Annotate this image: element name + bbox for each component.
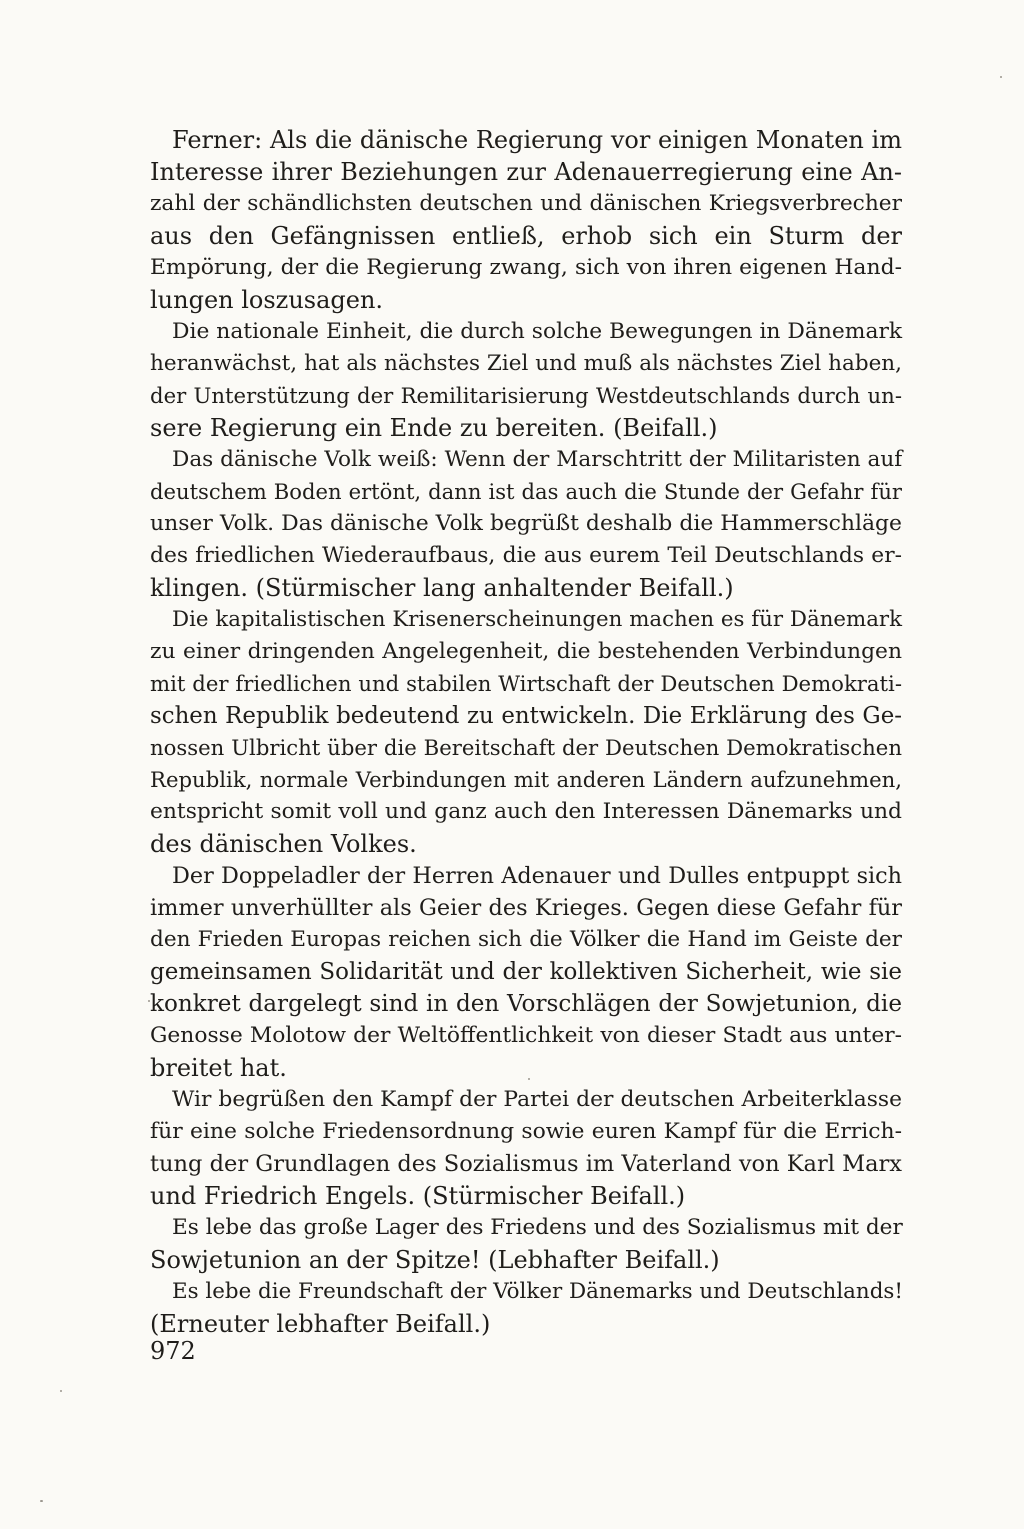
text-line: deutschem Boden ertönt, dann ist das auch die Stunde der Gefahr für <box>150 479 902 504</box>
text-line: Es lebe das große Lager des Friedens und des Sozialismus mit der <box>172 1215 903 1240</box>
scan-speck <box>40 1500 43 1502</box>
text-line: Der Doppeladler der Herren Adenauer und Dulles entpuppt sich <box>172 863 902 889</box>
text-line: (Erneuter lebhafter Beifall.) <box>150 1310 491 1338</box>
text-line: unser Volk. Das dänische Volk begrüßt deshalb die Hammerschläge <box>150 511 902 536</box>
text-line: klingen. (Stürmischer lang anhaltender Beifall.) <box>150 574 734 602</box>
scan-speck <box>60 1390 62 1392</box>
text-line: mit der friedlichen und stabilen Wirtschaft der Deutschen Demokrati- <box>150 671 902 696</box>
text-line: Die nationale Einheit, die durch solche Bewegungen in Dänemark <box>172 319 903 344</box>
text-line: sere Regierung ein Ende zu bereiten. (Beifall.) <box>150 414 718 442</box>
text-line: für eine solche Friedensordnung sowie euren Kampf für die Errich- <box>150 1119 902 1144</box>
text-line: schen Republik bedeutend zu entwickeln. Die Erklärung des Ge- <box>150 703 902 729</box>
text-line: zahl der schändlichsten deutschen und dänischen Kriegsverbrecher <box>150 191 902 216</box>
text-line: heranwächst, hat als nächstes Ziel und muß als nächstes Ziel haben, <box>150 351 902 376</box>
text-line: des friedlichen Wiederaufbaus, die aus eurem Teil Deutschlands er- <box>150 543 902 568</box>
text-line: Empörung, der die Regierung zwang, sich von ihren eigenen Hand- <box>150 255 902 280</box>
text-line: tung der Grundlagen des Sozialismus im Vaterland von Karl Marx <box>150 1151 902 1177</box>
paragraph <box>150 1212 902 1276</box>
text-line: und Friedrich Engels. (Stürmischer Beifall.) <box>150 1182 686 1210</box>
text-line: konkret dargelegt sind in den Vorschlägen der Sowjetunion, die <box>150 991 902 1017</box>
paragraph <box>150 860 902 1084</box>
paragraph <box>150 1084 902 1212</box>
text-line: Ferner: Als die dänische Regierung vor einigen Monaten im <box>172 126 902 154</box>
text-line: aus den Gefängnissen entließ, erhob sich ein Sturm der <box>150 222 902 250</box>
text-line: lungen loszusagen. <box>150 286 384 314</box>
text-line: Genosse Molotow der Weltöffentlichkeit von dieser Stadt aus unter- <box>150 1023 902 1048</box>
body-text <box>150 124 902 1340</box>
text-line: nossen Ulbricht über die Bereitschaft der Deutschen Demokratischen <box>150 735 902 760</box>
text-line: Sowjetunion an der Spitze! (Lebhafter Beifall.) <box>150 1246 720 1274</box>
text-line: Interesse ihrer Beziehungen zur Adenauerregierung eine An- <box>150 158 902 186</box>
text-line: entspricht somit voll und ganz auch den Interessen Dänemarks und <box>150 799 902 824</box>
scan-speck <box>1000 76 1002 78</box>
paragraph <box>150 316 902 444</box>
page-number: 972 <box>150 1337 196 1365</box>
paragraph <box>150 444 902 604</box>
paragraph <box>150 124 902 316</box>
text-line: gemeinsamen Solidarität und der kollektiven Sicherheit, wie sie <box>150 959 902 985</box>
text-line: des dänischen Volkes. <box>150 830 417 858</box>
text-line: Es lebe die Freundschaft der Völker Dänemarks und Deutschlands! <box>172 1279 903 1304</box>
text-line: der Unterstützung der Remilitarisierung Westdeutschlands durch un- <box>150 383 902 408</box>
text-line: immer unverhüllter als Geier des Krieges. Gegen diese Gefahr für <box>150 895 902 921</box>
text-line: den Frieden Europas reichen sich die Völker die Hand im Geiste der <box>150 927 902 952</box>
scan-speck <box>148 1000 150 1002</box>
paragraph <box>150 604 902 860</box>
text-line: Das dänische Volk weiß: Wenn der Marschtritt der Militaristen auf <box>172 447 903 472</box>
paragraph <box>150 1276 902 1340</box>
text-line: zu einer dringenden Angelegenheit, die bestehenden Verbindungen <box>150 639 902 664</box>
text-line: Die kapitalistischen Krisenerscheinungen machen es für Dänemark <box>172 607 902 632</box>
text-line: Republik, normale Verbindungen mit anderen Ländern aufzunehmen, <box>150 767 902 792</box>
text-line: breitet hat. <box>150 1054 287 1082</box>
scan-speck <box>528 1078 530 1080</box>
text-line: Wir begrüßen den Kampf der Partei der deutschen Arbeiterklasse <box>172 1087 902 1112</box>
